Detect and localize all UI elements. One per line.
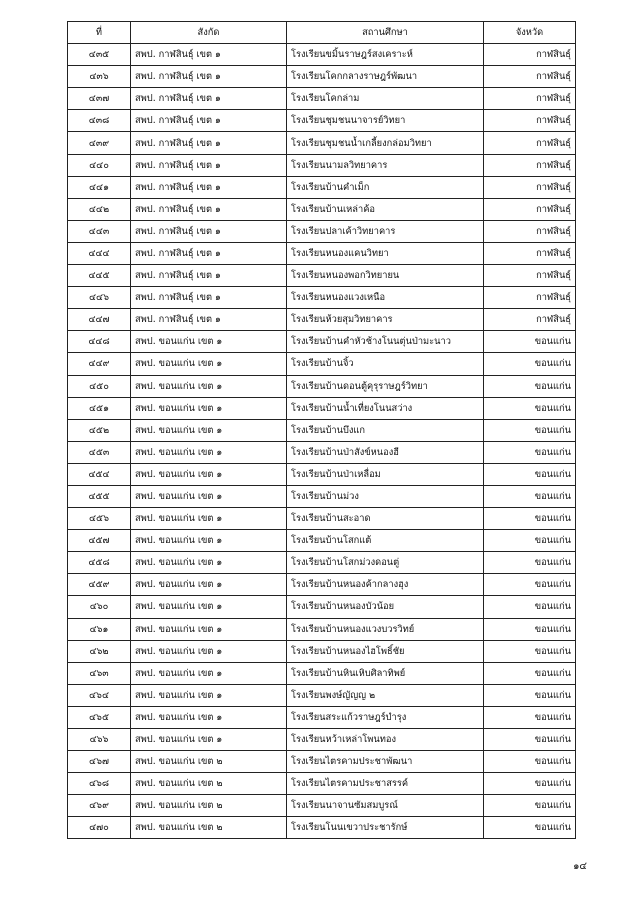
row-school: โรงเรียนโคกล่าม xyxy=(287,88,484,110)
row-affiliation: สพป. กาฬสินธุ์ เขต ๑ xyxy=(131,132,287,154)
row-affiliation: สพป. ขอนแก่น เขต ๒ xyxy=(131,773,287,795)
row-school: โรงเรียนชุมชนนาจารย์วิทยา xyxy=(287,110,484,132)
row-province: ขอนแก่น xyxy=(484,618,576,640)
table-row xyxy=(68,242,576,264)
row-number: ๔๔๖ xyxy=(68,287,131,309)
table-row xyxy=(68,441,576,463)
row-province: ขอนแก่น xyxy=(484,729,576,751)
row-affiliation: สพป. ขอนแก่น เขต ๑ xyxy=(131,463,287,485)
row-affiliation: สพป. ขอนแก่น เขต ๑ xyxy=(131,574,287,596)
table-row xyxy=(68,706,576,728)
row-affiliation: สพป. ขอนแก่น เขต ๑ xyxy=(131,530,287,552)
row-school: โรงเรียนปลาเค้าวิทยาคาร xyxy=(287,220,484,242)
row-number: ๔๖๐ xyxy=(68,596,131,618)
row-school: โรงเรียนบ้านบึงแก xyxy=(287,419,484,441)
row-school: โรงเรียนไตรคามประชาสรรค์ xyxy=(287,773,484,795)
table-row xyxy=(68,684,576,706)
row-number: ๔๓๕ xyxy=(68,44,131,66)
row-province: ขอนแก่น xyxy=(484,552,576,574)
row-province: ขอนแก่น xyxy=(484,773,576,795)
row-number: ๔๖๕ xyxy=(68,706,131,728)
row-school: โรงเรียนชุมชนน้ำเกลี้ยงกล่อมวิทยา xyxy=(287,132,484,154)
row-school: โรงเรียนบ้านจิ้ว xyxy=(287,353,484,375)
row-province: ขอนแก่น xyxy=(484,485,576,507)
row-number: ๔๔๑ xyxy=(68,176,131,198)
row-province: ขอนแก่น xyxy=(484,508,576,530)
row-number: ๔๕๓ xyxy=(68,441,131,463)
row-province: ขอนแก่น xyxy=(484,441,576,463)
row-affiliation: สพป. กาฬสินธุ์ เขต ๑ xyxy=(131,265,287,287)
table-row xyxy=(68,508,576,530)
row-affiliation: สพป. ขอนแก่น เขต ๑ xyxy=(131,485,287,507)
table-row xyxy=(68,287,576,309)
row-province: ขอนแก่น xyxy=(484,574,576,596)
row-number: ๔๓๖ xyxy=(68,66,131,88)
row-affiliation: สพป. ขอนแก่น เขต ๒ xyxy=(131,751,287,773)
row-number: ๔๖๔ xyxy=(68,684,131,706)
row-number: ๔๔๒ xyxy=(68,198,131,220)
row-school: โรงเรียนหนองพอกวิทยายน xyxy=(287,265,484,287)
row-affiliation: สพป. กาฬสินธุ์ เขต ๑ xyxy=(131,287,287,309)
row-school: โรงเรียนไตรคามประชาพัฒนา xyxy=(287,751,484,773)
row-school: โรงเรียนบ้านหนองค้ากลางฮุง xyxy=(287,574,484,596)
row-province: ขอนแก่น xyxy=(484,353,576,375)
row-number: ๔๓๗ xyxy=(68,88,131,110)
row-province: กาฬสินธุ์ xyxy=(484,132,576,154)
row-number: ๔๖๘ xyxy=(68,773,131,795)
row-province: กาฬสินธุ์ xyxy=(484,88,576,110)
row-affiliation: สพป. ขอนแก่น เขต ๒ xyxy=(131,795,287,817)
row-number: ๔๔๓ xyxy=(68,220,131,242)
row-school: โรงเรียนพงษ์ญัญญ ๒ xyxy=(287,684,484,706)
row-affiliation: สพป. ขอนแก่น เขต ๑ xyxy=(131,397,287,419)
row-affiliation: สพป. กาฬสินธุ์ เขต ๑ xyxy=(131,220,287,242)
table-row xyxy=(68,729,576,751)
row-school: โรงเรียนบ้านป่าเหลื่อม xyxy=(287,463,484,485)
table-row xyxy=(68,817,576,839)
row-number: ๔๖๗ xyxy=(68,751,131,773)
row-province: กาฬสินธุ์ xyxy=(484,44,576,66)
row-number: ๔๔๙ xyxy=(68,353,131,375)
row-number: ๔๔๘ xyxy=(68,331,131,353)
row-province: กาฬสินธุ์ xyxy=(484,176,576,198)
row-number: ๔๔๗ xyxy=(68,309,131,331)
row-province: ขอนแก่น xyxy=(484,397,576,419)
table-row xyxy=(68,132,576,154)
table-row xyxy=(68,309,576,331)
row-number: ๔๔๐ xyxy=(68,154,131,176)
row-school: โรงเรียนบ้านโสกม่วงดอนตู่ xyxy=(287,552,484,574)
table-row xyxy=(68,662,576,684)
row-number: ๔๕๘ xyxy=(68,552,131,574)
row-number: ๔๓๙ xyxy=(68,132,131,154)
row-affiliation: สพป. ขอนแก่น เขต ๑ xyxy=(131,684,287,706)
row-number: ๔๓๘ xyxy=(68,110,131,132)
header-school: สถานศึกษา xyxy=(287,22,484,44)
row-number: ๔๗๐ xyxy=(68,817,131,839)
row-number: ๔๕๔ xyxy=(68,463,131,485)
table-row xyxy=(68,88,576,110)
row-province: ขอนแก่น xyxy=(484,706,576,728)
row-affiliation: สพป. กาฬสินธุ์ เขต ๑ xyxy=(131,198,287,220)
row-province: กาฬสินธุ์ xyxy=(484,66,576,88)
row-affiliation: สพป. กาฬสินธุ์ เขต ๑ xyxy=(131,176,287,198)
row-school: โรงเรียนบ้านโสกแต้ xyxy=(287,530,484,552)
row-school: โรงเรียนหนองแวงเหนือ xyxy=(287,287,484,309)
row-school: โรงเรียนบ้านคำหัวช้างโนนตุ่นป่ามะนาว xyxy=(287,331,484,353)
row-school: โรงเรียนบ้านดอนตู้คุรุราษฎร์วิทยา xyxy=(287,375,484,397)
row-school: โรงเรียนบ้านหนองแวงบวรวิทย์ xyxy=(287,618,484,640)
row-province: กาฬสินธุ์ xyxy=(484,198,576,220)
header-affiliation: สังกัด xyxy=(131,22,287,44)
row-province: ขอนแก่น xyxy=(484,375,576,397)
row-province: ขอนแก่น xyxy=(484,751,576,773)
table-row xyxy=(68,331,576,353)
row-affiliation: สพป. กาฬสินธุ์ เขต ๑ xyxy=(131,242,287,264)
row-province: กาฬสินธุ์ xyxy=(484,287,576,309)
row-affiliation: สพป. ขอนแก่น เขต ๑ xyxy=(131,640,287,662)
row-school: โรงเรียนบ้านม่วง xyxy=(287,485,484,507)
school-table xyxy=(67,21,576,839)
row-affiliation: สพป. ขอนแก่น เขต ๒ xyxy=(131,817,287,839)
table-row xyxy=(68,618,576,640)
row-school: โรงเรียนบ้านคำเม็ก xyxy=(287,176,484,198)
row-school: โรงเรียนห้วยสุมวิทยาคาร xyxy=(287,309,484,331)
table-row xyxy=(68,220,576,242)
table-row xyxy=(68,44,576,66)
row-school: โรงเรียนโนนเขวาประชารักษ์ xyxy=(287,817,484,839)
table-row xyxy=(68,574,576,596)
row-number: ๔๕๖ xyxy=(68,508,131,530)
row-number: ๔๔๔ xyxy=(68,242,131,264)
row-number: ๔๔๕ xyxy=(68,265,131,287)
row-province: กาฬสินธุ์ xyxy=(484,110,576,132)
table-row xyxy=(68,66,576,88)
table-row xyxy=(68,640,576,662)
row-province: ขอนแก่น xyxy=(484,463,576,485)
page-number: ๑๔ xyxy=(573,861,587,872)
row-province: กาฬสินธุ์ xyxy=(484,220,576,242)
table-row xyxy=(68,552,576,574)
row-number: ๔๖๙ xyxy=(68,795,131,817)
row-province: ขอนแก่น xyxy=(484,331,576,353)
row-affiliation: สพป. ขอนแก่น เขต ๑ xyxy=(131,552,287,574)
row-affiliation: สพป. กาฬสินธุ์ เขต ๑ xyxy=(131,309,287,331)
row-school: โรงเรียนบ้านสะอาด xyxy=(287,508,484,530)
row-affiliation: สพป. ขอนแก่น เขต ๑ xyxy=(131,596,287,618)
row-affiliation: สพป. กาฬสินธุ์ เขต ๑ xyxy=(131,154,287,176)
row-number: ๔๖๖ xyxy=(68,729,131,751)
row-province: กาฬสินธุ์ xyxy=(484,309,576,331)
row-affiliation: สพป. ขอนแก่น เขต ๑ xyxy=(131,419,287,441)
row-school: โรงเรียนโคกกลางราษฎร์พัฒนา xyxy=(287,66,484,88)
table-row xyxy=(68,353,576,375)
table-row xyxy=(68,176,576,198)
table-row xyxy=(68,463,576,485)
row-number: ๔๕๐ xyxy=(68,375,131,397)
table-row xyxy=(68,375,576,397)
row-province: ขอนแก่น xyxy=(484,662,576,684)
row-number: ๔๕๗ xyxy=(68,530,131,552)
row-province: ขอนแก่น xyxy=(484,640,576,662)
row-province: ขอนแก่น xyxy=(484,795,576,817)
table-row xyxy=(68,596,576,618)
row-province: กาฬสินธุ์ xyxy=(484,242,576,264)
table-row xyxy=(68,265,576,287)
row-affiliation: สพป. กาฬสินธุ์ เขต ๑ xyxy=(131,66,287,88)
row-province: ขอนแก่น xyxy=(484,684,576,706)
row-affiliation: สพป. กาฬสินธุ์ เขต ๑ xyxy=(131,110,287,132)
row-number: ๔๕๒ xyxy=(68,419,131,441)
row-province: ขอนแก่น xyxy=(484,530,576,552)
table-row xyxy=(68,397,576,419)
row-number: ๔๖๓ xyxy=(68,662,131,684)
row-affiliation: สพป. กาฬสินธุ์ เขต ๑ xyxy=(131,44,287,66)
row-number: ๔๖๒ xyxy=(68,640,131,662)
row-affiliation: สพป. ขอนแก่น เขต ๑ xyxy=(131,508,287,530)
row-school: โรงเรียนนาจานซัมสมบูรณ์ xyxy=(287,795,484,817)
table-row xyxy=(68,110,576,132)
row-affiliation: สพป. ขอนแก่น เขต ๑ xyxy=(131,441,287,463)
row-province: ขอนแก่น xyxy=(484,419,576,441)
header-number: ที่ xyxy=(68,22,131,44)
row-school: โรงเรียนบ้านน้ำเที่ยงโนนสว่าง xyxy=(287,397,484,419)
row-school: โรงเรียนบ้านหนองบัวน้อย xyxy=(287,596,484,618)
row-school: โรงเรียนบ้านป่าสังข์หนองฮี xyxy=(287,441,484,463)
row-province: กาฬสินธุ์ xyxy=(484,154,576,176)
table-row xyxy=(68,530,576,552)
row-affiliation: สพป. กาฬสินธุ์ เขต ๑ xyxy=(131,88,287,110)
table-row xyxy=(68,795,576,817)
row-number: ๔๖๑ xyxy=(68,618,131,640)
table-row xyxy=(68,198,576,220)
header-province: จังหวัด xyxy=(484,22,576,44)
row-school: โรงเรียนนามลวิทยาคาร xyxy=(287,154,484,176)
row-school: โรงเรียนหนองแคนวิทยา xyxy=(287,242,484,264)
row-affiliation: สพป. ขอนแก่น เขต ๑ xyxy=(131,706,287,728)
row-affiliation: สพป. ขอนแก่น เขต ๑ xyxy=(131,618,287,640)
row-school: โรงเรียนบ้านเหล่าค้อ xyxy=(287,198,484,220)
row-number: ๔๕๑ xyxy=(68,397,131,419)
header-row xyxy=(68,22,576,44)
table-row xyxy=(68,751,576,773)
row-province: ขอนแก่น xyxy=(484,817,576,839)
row-affiliation: สพป. ขอนแก่น เขต ๑ xyxy=(131,729,287,751)
row-school: โรงเรียนหว้าเหล่าโพนทอง xyxy=(287,729,484,751)
table-row xyxy=(68,485,576,507)
row-affiliation: สพป. ขอนแก่น เขต ๑ xyxy=(131,353,287,375)
row-school: โรงเรียนสระแก้วราษฎร์บำรุง xyxy=(287,706,484,728)
row-affiliation: สพป. ขอนแก่น เขต ๑ xyxy=(131,662,287,684)
row-school: โรงเรียนบ้านหนองไฮโพธิ์ชัย xyxy=(287,640,484,662)
table-row xyxy=(68,773,576,795)
row-number: ๔๕๙ xyxy=(68,574,131,596)
row-number: ๔๕๕ xyxy=(68,485,131,507)
table-row xyxy=(68,419,576,441)
row-province: ขอนแก่น xyxy=(484,596,576,618)
row-affiliation: สพป. ขอนแก่น เขต ๑ xyxy=(131,331,287,353)
row-school: โรงเรียนบ้านหินเหิบศิลาทิพย์ xyxy=(287,662,484,684)
table-row xyxy=(68,154,576,176)
row-province: กาฬสินธุ์ xyxy=(484,265,576,287)
row-school: โรงเรียนขมิ้นราษฎร์สงเคราะห์ xyxy=(287,44,484,66)
row-affiliation: สพป. ขอนแก่น เขต ๑ xyxy=(131,375,287,397)
